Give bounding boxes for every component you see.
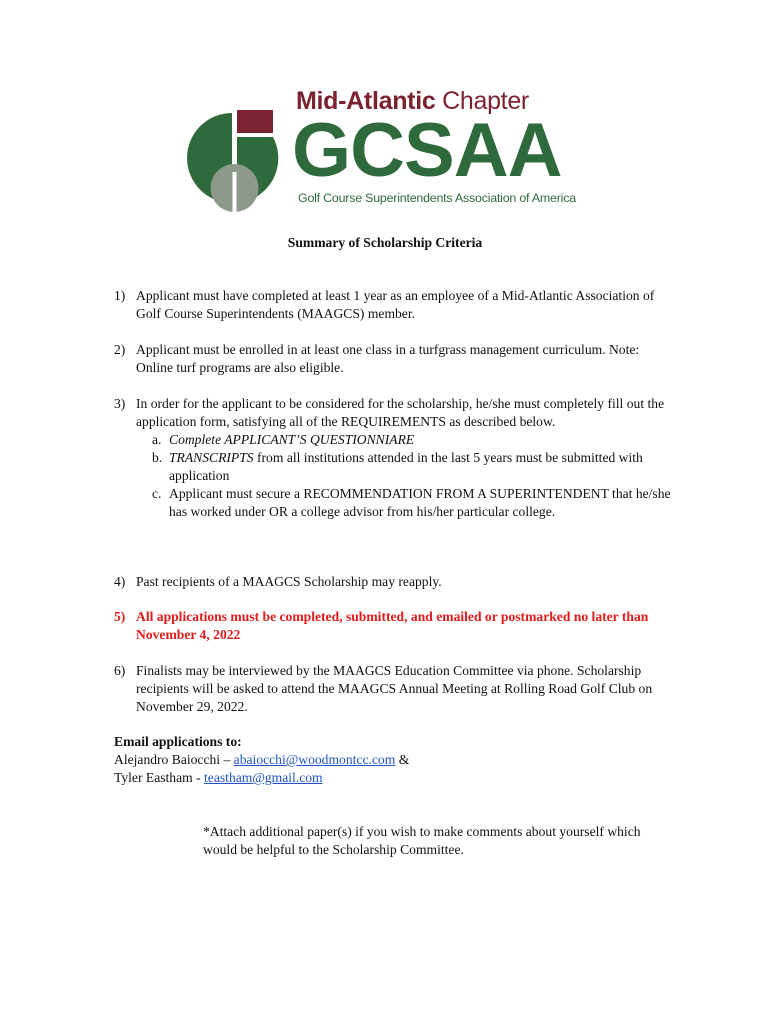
item-3-intro: In order for the applicant to be considered for the scholarship, he/she must completely fill out the application form, satisfying all of the REQUIREMENTS as described below. <box>136 396 665 429</box>
criteria-item-6 <box>114 662 674 716</box>
item-text <box>136 395 674 521</box>
logo-chapter-bold: Mid-Atlantic <box>296 87 436 115</box>
criteria-item-2 <box>114 341 674 377</box>
criteria-item-1 <box>114 287 674 323</box>
item-text: All applications must be completed, submitted, and emailed or postmarked no later than November 4, 2022 <box>136 609 649 642</box>
logo-flag-shape <box>235 110 273 133</box>
item-number: 3) <box>114 396 126 411</box>
requirement-c <box>152 485 674 521</box>
gcsaa-logo-icon <box>185 110 281 212</box>
page-title: Summary of Scholarship Criteria <box>287 235 483 250</box>
item-number: 5) <box>114 609 126 624</box>
item-text: Applicant must be enrolled in at least one class in a turfgrass management curriculum. Note: Online turf programs are also eligible. <box>136 342 640 375</box>
item-number: 2) <box>114 342 126 357</box>
item-text: Applicant must have completed at least 1 year as an employee of a Mid-Atlantic Association of Golf Course Superintendents (MAAGCS) member. <box>136 288 655 321</box>
item-number: 6) <box>114 663 126 678</box>
criteria-item-4 <box>114 573 674 591</box>
email-link-teastham[interactable]: teastham@gmail.com <box>204 770 323 785</box>
logo-chapter-rest: Chapter <box>442 87 529 115</box>
contact-suffix: & <box>395 752 410 767</box>
attachment-note: *Attach additional paper(s) if you wish to make comments about yourself which would be helpful to the Scholarship Committee. <box>203 824 641 857</box>
item-number: 1) <box>114 288 126 303</box>
email-link-abaiocchi[interactable]: abaiocchi@woodmontcc.com <box>233 752 396 767</box>
item-text: Finalists may be interviewed by the MAAGCS Education Committee via phone. Scholarship recipients will be asked to attend the MAAGCS Annual Meeting at Rolling Road Golf Club on November 29, 2022. <box>136 663 653 714</box>
requirement-c-text: Applicant must secure a RECOMMENDATION FROM A SUPERINTENDENT that he/she has worked under OR a college advisor from his/her particular college. <box>169 486 671 519</box>
contact-line-1 <box>114 751 674 769</box>
requirement-b <box>152 449 674 485</box>
requirement-a-italic: Complete APPLICANT’S QUESTIONNIARE <box>169 432 415 447</box>
logo-tagline: Golf Course Superintendents Association of America <box>298 191 576 205</box>
logo-acronym: GCSAA <box>292 108 562 193</box>
requirement-letter: c. <box>152 486 162 501</box>
email-contacts <box>114 733 674 787</box>
contact-name: Alejandro Baiocchi – <box>114 752 234 767</box>
requirement-b-text: from all institutions attended in the last 5 years must be submitted with application <box>169 450 643 483</box>
contact-line-2 <box>114 769 674 787</box>
requirement-letter: a. <box>152 432 162 447</box>
item-number: 4) <box>114 574 126 589</box>
item-text: Past recipients of a MAAGCS Scholarship may reapply. <box>136 574 442 589</box>
email-heading: Email applications to: <box>114 734 242 749</box>
requirement-b-italic: TRANSCRIPTS <box>169 450 254 465</box>
requirement-letter: b. <box>152 450 163 465</box>
criteria-item-3 <box>114 395 674 521</box>
requirement-a <box>152 431 674 449</box>
criteria-item-5-deadline <box>114 608 674 644</box>
contact-name: Tyler Eastham - <box>114 770 205 785</box>
